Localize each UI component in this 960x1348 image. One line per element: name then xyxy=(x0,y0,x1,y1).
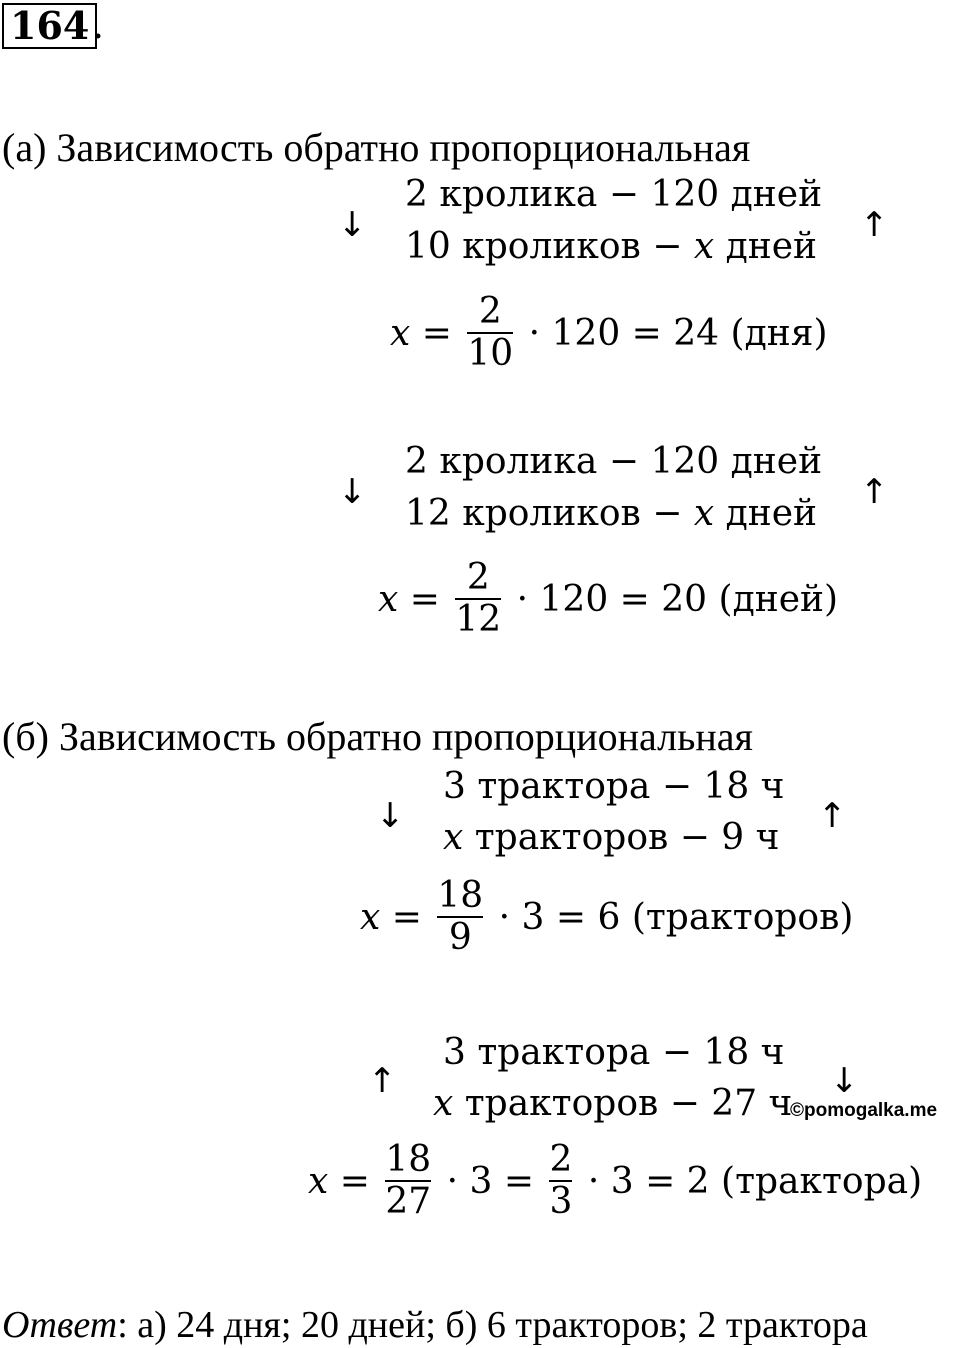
variable-x: x xyxy=(693,493,715,534)
fraction xyxy=(549,1140,572,1222)
answer-text: : а) 24 дня; 20 дней; б) 6 тракторов; 2 трактора xyxy=(117,1304,868,1346)
line-text: 12 кроликов − xyxy=(405,493,694,534)
numerator: 2 xyxy=(466,557,490,598)
problem-number-dot: . xyxy=(92,3,105,47)
line-text: 10 кроликов − xyxy=(405,226,694,267)
fraction xyxy=(437,876,483,958)
equals-sign: = xyxy=(398,578,452,620)
part-b-case1-line1: 3 трактора − 18 ч xyxy=(443,766,785,807)
watermark: ©pomogalka.me xyxy=(790,1100,938,1121)
part-a-case2-line1: 2 кролика − 120 дней xyxy=(405,441,823,482)
part-b-case2-line1: 3 трактора − 18 ч xyxy=(443,1032,785,1073)
answer-line xyxy=(2,1303,868,1347)
arrow-up-icon: ↑ xyxy=(860,205,889,245)
equals-sign: = xyxy=(328,1160,382,1202)
equation-rest: · 3 = 2 (трактора) xyxy=(576,1160,923,1202)
arrow-up-icon: ↑ xyxy=(368,1061,397,1101)
denominator: 12 xyxy=(455,599,502,640)
numerator: 18 xyxy=(385,1139,432,1180)
part-a-case1-line2 xyxy=(405,226,817,267)
part-a-case1-equation xyxy=(390,292,828,374)
fraction xyxy=(467,292,513,374)
arrow-down-icon: ↓ xyxy=(338,472,367,512)
line-text: тракторов − 9 ч xyxy=(463,817,780,858)
answer-label: Ответ xyxy=(2,1304,118,1346)
line-text: тракторов − 27 ч xyxy=(453,1083,793,1124)
numerator: 2 xyxy=(549,1139,573,1180)
arrow-down-icon: ↓ xyxy=(830,1061,859,1101)
numerator: 2 xyxy=(478,291,502,332)
variable-x: x xyxy=(390,312,411,354)
fraction xyxy=(385,1140,431,1222)
part-b-case1-line2 xyxy=(443,817,779,858)
variable-x: x xyxy=(360,896,381,938)
denominator: 9 xyxy=(448,917,472,958)
fraction xyxy=(455,558,501,640)
part-b-case1-equation xyxy=(360,876,853,958)
denominator: 10 xyxy=(467,333,514,374)
part-a-case2-equation xyxy=(378,558,838,640)
arrow-down-icon: ↓ xyxy=(338,205,367,245)
equals-sign: = xyxy=(410,312,464,354)
problem-number: 164 xyxy=(2,3,97,49)
part-b-heading: (б) Зависимость обратно пропорциональная xyxy=(2,714,753,759)
numerator: 18 xyxy=(437,875,484,916)
arrow-down-icon: ↓ xyxy=(376,796,405,836)
denominator: 27 xyxy=(385,1181,432,1222)
equals-sign: = xyxy=(380,896,434,938)
part-b-case2-equation xyxy=(308,1140,922,1222)
part-a-case2-line2 xyxy=(405,493,817,534)
equation-rest: · 3 = 6 (тракторов) xyxy=(487,896,854,938)
arrow-up-icon: ↑ xyxy=(860,472,889,512)
equation-rest: · 120 = 20 (дней) xyxy=(505,578,839,620)
line-text: дней xyxy=(714,493,818,534)
variable-x: x xyxy=(308,1160,329,1202)
part-a-case1-line1: 2 кролика − 120 дней xyxy=(405,174,823,215)
part-b-case2-line2 xyxy=(433,1083,792,1124)
part-a-heading: (а) Зависимость обратно пропорциональная xyxy=(2,125,751,170)
variable-x: x xyxy=(693,226,715,267)
equation-middle: · 3 = xyxy=(435,1160,546,1202)
variable-x: x xyxy=(378,578,399,620)
equation-rest: · 120 = 24 (дня) xyxy=(517,312,828,354)
variable-x: x xyxy=(443,817,464,858)
line-text: дней xyxy=(714,226,818,267)
arrow-up-icon: ↑ xyxy=(818,796,847,836)
denominator: 3 xyxy=(549,1181,573,1222)
variable-x: x xyxy=(433,1083,454,1124)
